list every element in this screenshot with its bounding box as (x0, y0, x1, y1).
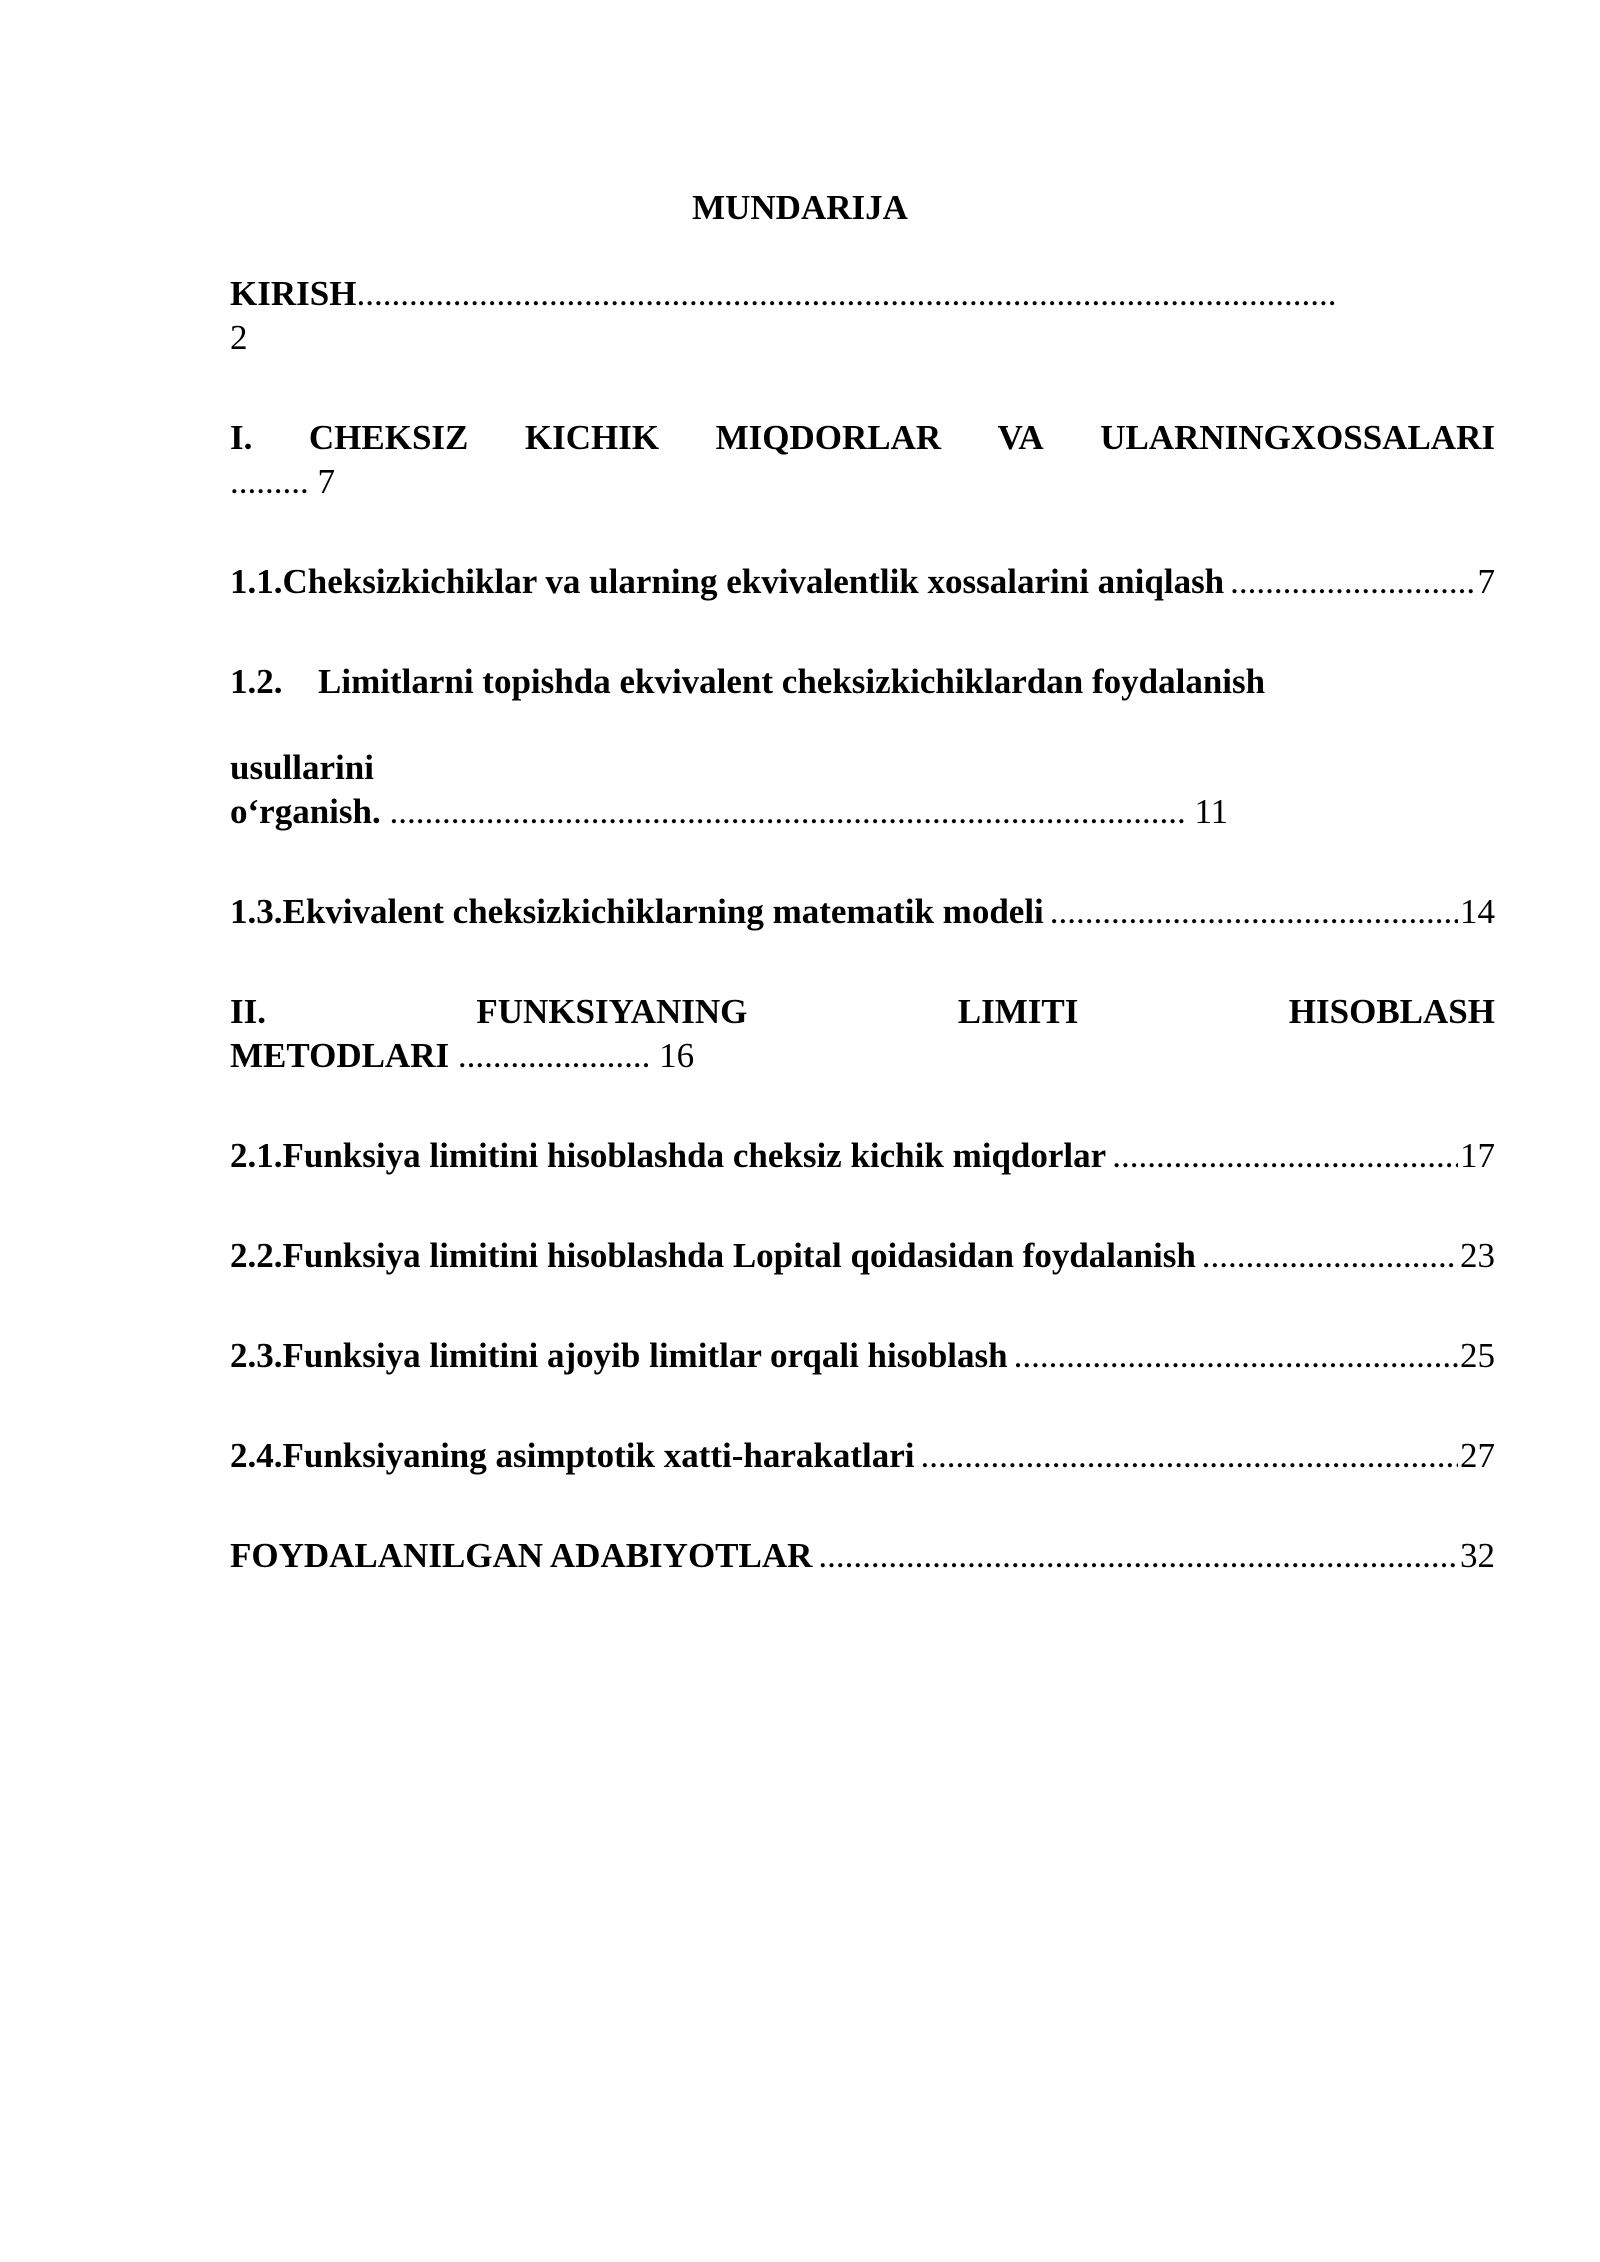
toc-leader-dots: ...................... (457, 1036, 651, 1075)
toc-entry-chapter-2[interactable]: II. FUNKSIYANING LIMITI HISOBLASH METODLARI ...................... 16 (230, 992, 1495, 1075)
toc-entry-label: Ekvivalent cheksizkichiklarning matematik modeli (282, 892, 1044, 931)
toc-entry-1-3[interactable] (230, 890, 1495, 934)
toc-leader-dots (818, 1534, 1458, 1578)
toc-entry-page: 32 (1460, 1536, 1495, 1575)
toc-entry-1-2[interactable] (230, 660, 1495, 704)
toc-entry-page: 2 (230, 318, 248, 357)
toc-entry-bibliography[interactable] (230, 1534, 1495, 1578)
toc-entry-number: 2.4. (230, 1436, 283, 1475)
toc-entry-page: 23 (1460, 1236, 1495, 1275)
toc-entry-number: 2.2. (230, 1236, 283, 1275)
toc-leader-dots (1112, 1134, 1458, 1178)
toc-entry-label: Funksiya limitini hisoblashda cheksiz kichik miqdorlar (282, 1136, 1107, 1175)
toc-entry-label: Funksiya limitini ajoyib limitlar orqali hisoblash (282, 1336, 1008, 1375)
page-title: MUNDARIJA (692, 188, 908, 227)
toc-entry-label: KIRISH (230, 274, 357, 313)
toc-entry-1-1[interactable] (230, 560, 1495, 604)
toc-entry-2-4[interactable] (230, 1434, 1495, 1478)
toc-leader-dots (1202, 1234, 1458, 1278)
toc-leader-dots (1014, 1334, 1458, 1378)
toc-entry-label: FOYDALANILGAN ADABIYOTLAR (230, 1536, 813, 1575)
toc-entry-page: 16 (659, 1036, 695, 1075)
toc-entry-label: Cheksizkichiklar va ularning ekvivalentlik xossalarini aniqlash (282, 562, 1225, 601)
toc-entry-page: 7 (1477, 562, 1495, 601)
toc-entry-page: 7 (317, 462, 335, 501)
toc-entry-1-2-line3[interactable]: o‘rganish. ........................................................................................... 11 (230, 792, 1229, 831)
toc-leader-dots: ................................................................................................................ (356, 274, 1337, 313)
toc-entry-2-1[interactable] (230, 1134, 1495, 1178)
toc-entry-kirish[interactable] (230, 272, 1495, 360)
toc-leader-dots (1050, 890, 1458, 934)
toc-entry-1-2-line2: usullarini (230, 748, 374, 787)
toc-leader-dots: ........................................................................................... (389, 792, 1186, 831)
toc-entry-page: 25 (1460, 1336, 1495, 1375)
toc-entry-number: 1.1. (230, 562, 283, 601)
toc-entry-page: 14 (1460, 892, 1495, 931)
toc-leader-dots (1230, 560, 1475, 604)
toc-leader-dots (921, 1434, 1458, 1478)
toc-entry-label: Funksiyaning asimptotik xatti-harakatlari (282, 1436, 915, 1475)
toc-entry-page: 27 (1460, 1436, 1495, 1475)
toc-entry-number: 1.3. (230, 892, 283, 931)
toc-entry-2-3[interactable] (230, 1334, 1495, 1378)
toc-entry-label: I. CHEKSIZ KICHIK MIQDORLAR VA ULARNINGXOSSALARI (230, 418, 1495, 457)
toc-entry-page: 17 (1460, 1136, 1495, 1175)
toc-entry-page: 11 (1194, 792, 1229, 831)
toc-leader-dots: ......... (230, 462, 309, 501)
toc-entry-number: 2.3. (230, 1336, 283, 1375)
toc-entry-chapter-1[interactable] (230, 416, 1495, 504)
toc-entry-2-2[interactable] (230, 1234, 1495, 1278)
toc-entry-label: Funksiya limitini hisoblashda Lopital qoidasidan foydalanish (282, 1236, 1196, 1275)
toc-entry-label: Limitlarni topishda ekvivalent cheksizkichiklardan foydalanish (318, 662, 1266, 701)
toc-entry-number: 2.1. (230, 1136, 283, 1175)
toc-entry-number: 1.2. (230, 662, 283, 701)
toc-entry-label: II. FUNKSIYANING LIMITI HISOBLASH (230, 992, 1495, 1031)
